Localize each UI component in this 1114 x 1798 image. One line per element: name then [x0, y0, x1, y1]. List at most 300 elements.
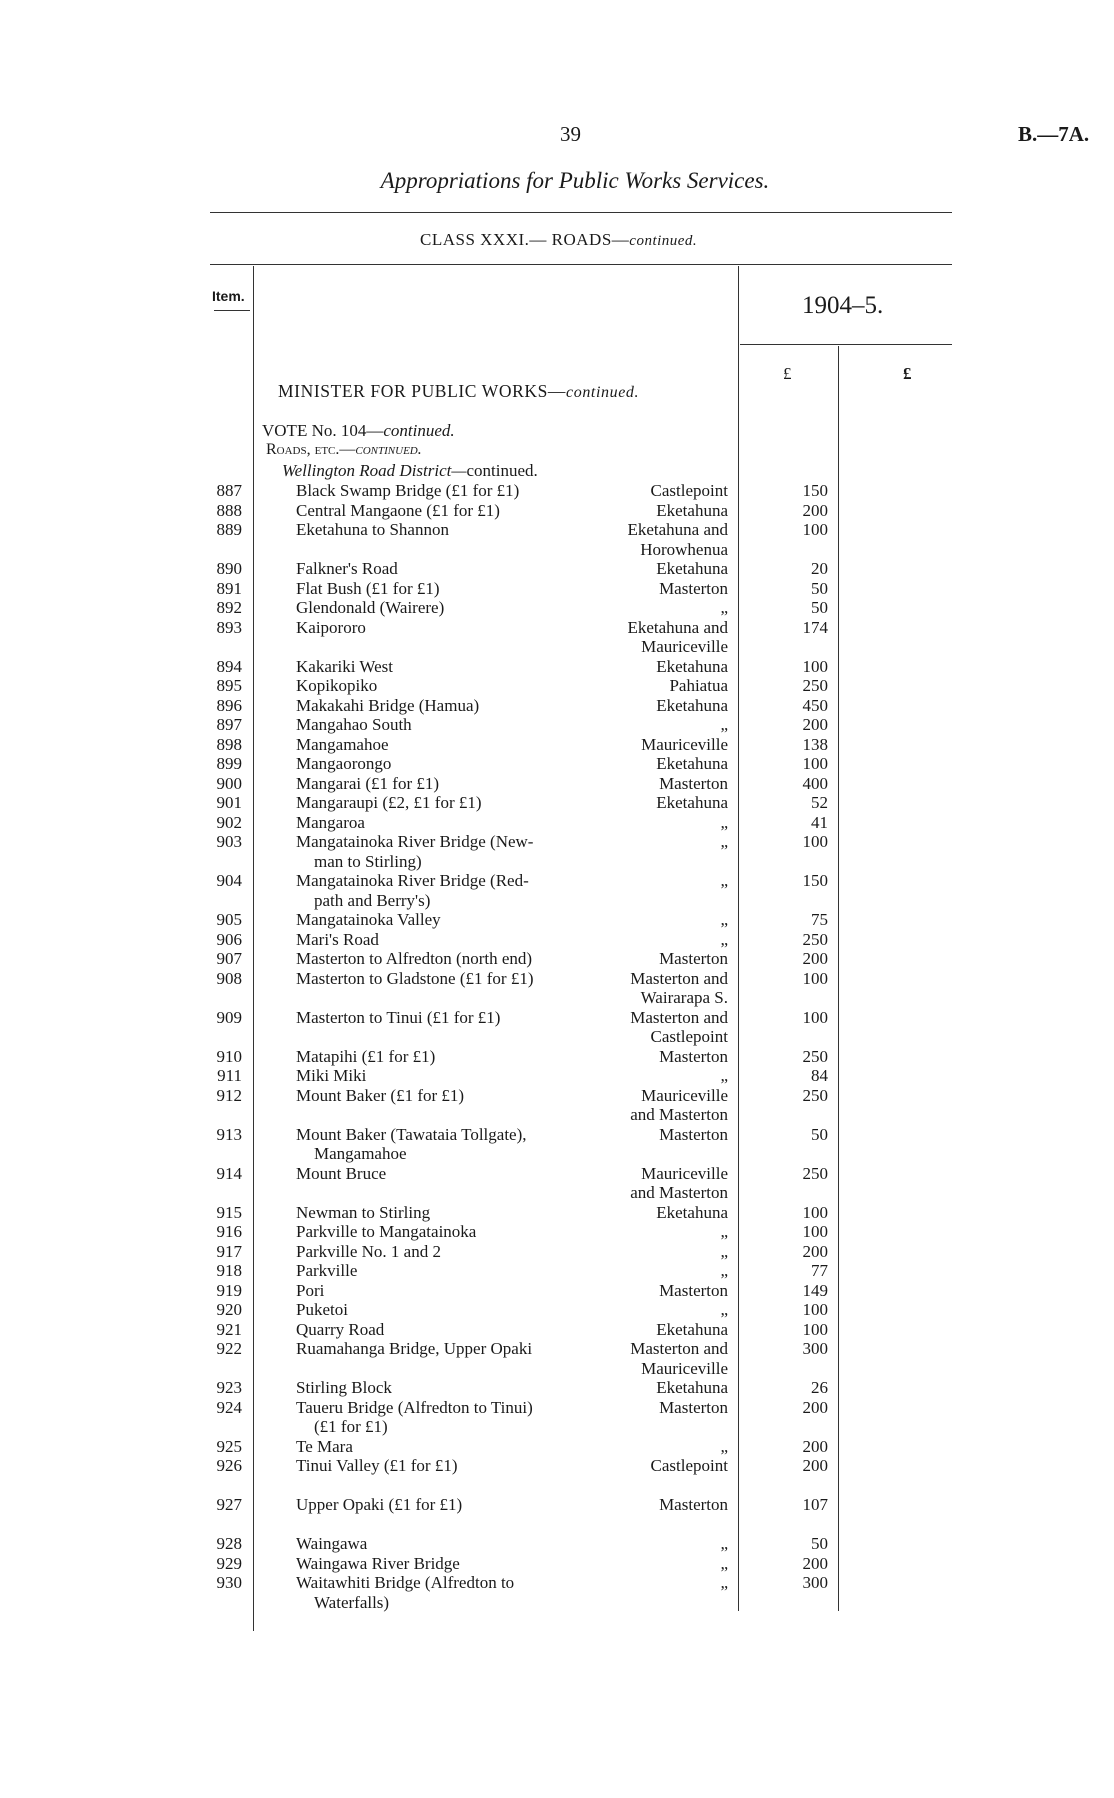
- item-number: 920: [216, 1300, 242, 1319]
- item-number: 905: [216, 910, 242, 929]
- item-locality-line: Masterton: [659, 578, 728, 598]
- item-name-line: (£1 for £1): [314, 1417, 388, 1436]
- item-locality-line: Eketahuna: [656, 695, 728, 715]
- item-name: [296, 501, 594, 521]
- item-locality-line: „: [720, 1573, 728, 1592]
- item-name-line: man to Stirling): [314, 851, 422, 871]
- table-row: [0, 1086, 1114, 1125]
- item-number: 890: [216, 559, 242, 578]
- item-amount: 138: [802, 734, 828, 754]
- minister-heading: [278, 381, 639, 402]
- item-name: [296, 1203, 594, 1223]
- item-locality-line: Eketahuna: [656, 1319, 728, 1339]
- item-locality-line: „: [720, 1261, 728, 1280]
- item-amount: 100: [802, 1300, 828, 1319]
- item-number: 888: [216, 500, 242, 520]
- item-locality: [596, 501, 728, 521]
- item-number: 901: [216, 793, 242, 812]
- item-name: [296, 1300, 594, 1320]
- item-name-line: Falkner's Road: [296, 559, 398, 578]
- item-amount: 50: [811, 1534, 828, 1553]
- item-locality: [596, 1222, 728, 1242]
- item-locality: [596, 579, 728, 599]
- district-heading-main: Wellington Road District—: [282, 461, 467, 480]
- item-amount: 200: [802, 1553, 828, 1573]
- item-locality: [596, 774, 728, 794]
- table-row: [0, 774, 1114, 794]
- item-locality-line: Masterton and: [630, 1339, 728, 1358]
- item-locality: [596, 1437, 728, 1457]
- item-locality-line: Masterton and: [630, 1007, 728, 1027]
- item-name-line: Tinui Valley (£1 for £1): [296, 1456, 458, 1475]
- item-number: 918: [216, 1261, 242, 1280]
- item-locality-line: Horowhenua: [640, 539, 728, 559]
- item-name-line: Eketahuna to Shannon: [296, 520, 449, 539]
- item-name-line: Glendonald (Wairere): [296, 598, 445, 617]
- item-number: 916: [216, 1222, 242, 1241]
- item-name: [296, 715, 594, 735]
- class-heading-main: CLASS XXXI.— ROADS—: [420, 230, 630, 249]
- item-name-line: Mount Baker (Tawataia Tollgate),: [296, 1124, 527, 1144]
- vote-heading: [262, 421, 455, 441]
- item-locality-line: Castlepoint: [650, 481, 728, 500]
- table-row: [0, 969, 1114, 1008]
- item-locality: [596, 1554, 728, 1574]
- item-name: [296, 735, 594, 755]
- item-name: [296, 1456, 594, 1476]
- item-locality-line: Eketahuna and: [627, 617, 728, 637]
- item-amount: 100: [802, 1222, 828, 1241]
- item-name-line: Flat Bush (£1 for £1): [296, 578, 440, 598]
- item-locality-line: „: [720, 871, 728, 890]
- roads-heading-cont: continued.: [355, 441, 422, 458]
- pound-header-1: £: [783, 364, 792, 383]
- item-name-line: Kakariki West: [296, 656, 393, 676]
- item-name-line: Mount Bruce: [296, 1163, 387, 1183]
- item-amount: 250: [802, 1046, 828, 1066]
- item-locality-line: „: [720, 910, 728, 929]
- item-number: 914: [216, 1163, 242, 1183]
- table-row: [0, 930, 1114, 950]
- item-name-line: Mangatainoka River Bridge (New-: [296, 832, 534, 851]
- item-locality: [596, 1339, 728, 1378]
- item-name: [296, 1164, 594, 1184]
- item-amount: 300: [802, 1573, 828, 1592]
- item-amount: 77: [811, 1261, 828, 1280]
- item-locality-line: Mauriceville: [641, 734, 728, 754]
- item-locality-line: Masterton: [659, 1280, 728, 1300]
- item-locality-line: Eketahuna: [656, 500, 728, 520]
- table-row: [0, 1456, 1114, 1476]
- table-row: [0, 1495, 1114, 1515]
- item-locality-line: Eketahuna: [656, 1202, 728, 1222]
- item-amount: 20: [811, 559, 828, 578]
- item-number: 926: [216, 1456, 242, 1475]
- item-name: [296, 1339, 594, 1359]
- table-row: [0, 1320, 1114, 1340]
- item-amount: 300: [802, 1339, 828, 1358]
- top-rule: [210, 212, 952, 213]
- item-name-line: Mangatainoka Valley: [296, 910, 441, 929]
- item-locality-line: „: [720, 715, 728, 734]
- table-row: [0, 1300, 1114, 1320]
- item-locality-line: „: [720, 1241, 728, 1261]
- item-locality-line: Masterton: [659, 949, 728, 968]
- item-number: 921: [216, 1319, 242, 1339]
- year-underline: [740, 344, 952, 345]
- item-name-line: Waingawa River Bridge: [296, 1553, 460, 1573]
- item-locality: [596, 598, 728, 618]
- item-locality: [596, 1281, 728, 1301]
- table-row: [0, 559, 1114, 579]
- item-number: 893: [216, 617, 242, 637]
- item-number: 900: [216, 773, 242, 793]
- item-locality-line: Masterton: [659, 1495, 728, 1514]
- item-locality-line: Masterton and: [630, 968, 728, 988]
- item-number: 929: [216, 1553, 242, 1573]
- item-name-line: Matapihi (£1 for £1): [296, 1046, 436, 1066]
- item-amount: 150: [802, 481, 828, 500]
- item-locality: [596, 1261, 728, 1281]
- item-locality: [596, 559, 728, 579]
- item-locality: [596, 520, 728, 559]
- item-number: 909: [216, 1007, 242, 1027]
- table-row: [0, 715, 1114, 735]
- item-name: [296, 813, 594, 833]
- item-number: 906: [216, 929, 242, 949]
- item-name: [296, 676, 594, 696]
- table-row: [0, 1008, 1114, 1047]
- item-name: [296, 774, 594, 794]
- item-name-line: Miki Miki: [296, 1066, 367, 1085]
- item-number: 924: [216, 1397, 242, 1417]
- item-name-line: Masterton to Alfredton (north end): [296, 949, 533, 968]
- item-name: [296, 1008, 594, 1028]
- item-amount: 200: [802, 1436, 828, 1456]
- item-locality: [596, 1086, 728, 1125]
- item-name-line: Mangamahoe: [314, 1144, 407, 1163]
- item-name-line: Mangarai (£1 for £1): [296, 773, 440, 793]
- item-number: 892: [216, 598, 242, 617]
- item-amount: 100: [802, 1202, 828, 1222]
- table-row: [0, 520, 1114, 559]
- item-locality: [596, 754, 728, 774]
- item-name: [296, 657, 594, 677]
- item-name: [296, 1534, 594, 1554]
- header-rule: [210, 264, 952, 265]
- item-name: [296, 1320, 594, 1340]
- item-number: 930: [216, 1573, 242, 1592]
- item-underline: [214, 310, 250, 311]
- item-number: 889: [216, 520, 242, 539]
- item-name-line: Mari's Road: [296, 929, 379, 949]
- table-row: [0, 1281, 1114, 1301]
- item-name-line: Taueru Bridge (Alfredton to Tinui): [296, 1397, 533, 1417]
- item-number: 922: [216, 1339, 242, 1358]
- item-number: 903: [216, 832, 242, 851]
- table-row: [0, 754, 1114, 774]
- item-name-line: Black Swamp Bridge (£1 for £1): [296, 481, 520, 500]
- item-name: [296, 1554, 594, 1574]
- roads-heading: [266, 441, 422, 459]
- item-name: [296, 579, 594, 599]
- roads-heading-main: Roads, etc.—: [266, 441, 356, 458]
- item-locality: [596, 1125, 728, 1145]
- item-number: 927: [216, 1495, 242, 1514]
- district-heading-cont: continued.: [466, 461, 538, 480]
- item-locality: [596, 1047, 728, 1067]
- item-locality: [596, 1398, 728, 1418]
- item-amount: 200: [802, 715, 828, 734]
- item-amount: 26: [811, 1378, 828, 1397]
- item-name-line: Kaipororo: [296, 617, 366, 637]
- table-row: [0, 735, 1114, 755]
- table-row: [0, 1203, 1114, 1223]
- item-name-line: Parkville: [296, 1261, 358, 1280]
- item-number: 913: [216, 1124, 242, 1144]
- item-name-line: Parkville No. 1 and 2: [296, 1241, 441, 1261]
- item-name: [296, 1573, 594, 1612]
- item-number: 919: [216, 1280, 242, 1300]
- item-name-line: Pori: [296, 1280, 325, 1300]
- item-locality-line: and Masterton: [630, 1105, 728, 1124]
- item-locality-line: and Masterton: [630, 1183, 728, 1202]
- item-locality: [596, 696, 728, 716]
- item-locality-line: „: [720, 1553, 728, 1573]
- table-row: [0, 1339, 1114, 1378]
- item-name-line: Puketoi: [296, 1300, 348, 1319]
- table-row: [0, 1222, 1114, 1242]
- item-number: 898: [216, 734, 242, 754]
- item-locality-line: Mauriceville: [641, 1085, 728, 1105]
- item-locality: [596, 871, 728, 891]
- item-amount: 400: [802, 773, 828, 793]
- item-locality-line: „: [720, 1222, 728, 1241]
- item-number: 917: [216, 1241, 242, 1261]
- item-number: 910: [216, 1046, 242, 1066]
- item-name: [296, 1281, 594, 1301]
- item-locality-line: Eketahuna and: [627, 520, 728, 539]
- item-number: 891: [216, 578, 242, 598]
- table-row: [0, 871, 1114, 910]
- item-locality-line: „: [720, 1436, 728, 1456]
- minister-heading-main: MINISTER FOR PUBLIC WORKS—: [278, 381, 567, 401]
- vote-heading-main: VOTE No. 104—: [262, 421, 384, 440]
- page-number: 39: [560, 122, 581, 146]
- item-locality-line: „: [720, 1066, 728, 1085]
- item-locality-line: Eketahuna: [656, 1378, 728, 1397]
- table-row: [0, 696, 1114, 716]
- item-name-line: Mangaorongo: [296, 754, 392, 773]
- item-name-line: Quarry Road: [296, 1319, 385, 1339]
- pound-header-2: £: [903, 364, 912, 383]
- item-amount: 100: [802, 1007, 828, 1027]
- item-name: [296, 1066, 594, 1086]
- item-name-line: Masterton to Gladstone (£1 for £1): [296, 968, 534, 988]
- item-locality: [596, 930, 728, 950]
- table-row: [0, 676, 1114, 696]
- item-locality-line: Wairarapa S.: [640, 988, 728, 1007]
- item-name: [296, 481, 594, 501]
- item-name: [296, 1398, 594, 1437]
- item-name-line: Mangamahoe: [296, 734, 389, 754]
- table-row: [0, 910, 1114, 930]
- document-reference: B.—7A.: [1018, 122, 1090, 146]
- item-amount: 450: [802, 695, 828, 715]
- item-locality: [596, 1300, 728, 1320]
- item-name: [296, 1242, 594, 1262]
- item-name: [296, 871, 594, 910]
- item-locality-line: Mauriceville: [641, 1358, 728, 1378]
- item-name: [296, 832, 594, 871]
- item-locality: [596, 1378, 728, 1398]
- item-name-line: Waterfalls): [314, 1592, 390, 1612]
- item-number: 907: [216, 949, 242, 968]
- item-name-line: Upper Opaki (£1 for £1): [296, 1495, 463, 1514]
- item-name-line: Makakahi Bridge (Hamua): [296, 695, 480, 715]
- item-name: [296, 520, 594, 540]
- item-name-line: Newman to Stirling: [296, 1202, 431, 1222]
- item-name: [296, 1086, 594, 1106]
- item-number: 911: [217, 1066, 242, 1085]
- table-row: [0, 1164, 1114, 1203]
- item-amount: 75: [811, 910, 828, 929]
- table-row: [0, 813, 1114, 833]
- item-amount: 100: [802, 968, 828, 988]
- item-name-line: Central Mangaone (£1 for £1): [296, 500, 500, 520]
- item-name: [296, 1437, 594, 1457]
- class-heading-cont: continued.: [629, 233, 698, 249]
- item-amount: 50: [811, 578, 828, 598]
- item-amount: 100: [802, 656, 828, 676]
- item-name-line: Masterton to Tinui (£1 for £1): [296, 1007, 501, 1027]
- item-amount: 149: [802, 1280, 828, 1300]
- item-name: [296, 696, 594, 716]
- table-row: [0, 598, 1114, 618]
- item-name: [296, 1261, 594, 1281]
- item-locality-line: Eketahuna: [656, 793, 728, 812]
- item-amount: 107: [802, 1495, 828, 1514]
- minister-heading-cont: continued.: [566, 384, 640, 401]
- item-locality: [596, 1066, 728, 1086]
- item-name: [296, 930, 594, 950]
- item-locality: [596, 813, 728, 833]
- item-amount: 150: [802, 871, 828, 890]
- items-table: [0, 481, 1114, 1612]
- item-locality: [596, 1573, 728, 1593]
- table-row: [0, 1437, 1114, 1457]
- item-locality-line: Masterton: [659, 1046, 728, 1066]
- item-number: 887: [216, 481, 242, 500]
- item-amount: 100: [802, 832, 828, 851]
- item-locality-line: „: [720, 598, 728, 617]
- item-locality-line: „: [720, 832, 728, 851]
- item-locality-line: Pahiatua: [669, 676, 728, 695]
- item-locality: [596, 481, 728, 501]
- item-locality: [596, 1456, 728, 1476]
- item-amount: 200: [802, 1241, 828, 1261]
- table-row: [0, 949, 1114, 969]
- item-name: [296, 1222, 594, 1242]
- item-locality-line: „: [720, 812, 728, 832]
- item-locality: [596, 1534, 728, 1554]
- item-amount: 250: [802, 1163, 828, 1183]
- table-row: [0, 501, 1114, 521]
- item-locality-line: „: [720, 1300, 728, 1319]
- table-row: [0, 1125, 1114, 1164]
- item-number: 912: [216, 1085, 242, 1105]
- table-row: [0, 1047, 1114, 1067]
- item-name: [296, 969, 594, 989]
- item-locality-line: „: [720, 929, 728, 949]
- item-locality: [596, 618, 728, 657]
- item-number: 908: [216, 968, 242, 988]
- item-locality-line: Masterton: [659, 1397, 728, 1417]
- item-number: 923: [216, 1378, 242, 1397]
- year-column-header: 1904–5.: [802, 292, 884, 319]
- item-name-line: Mangaroa: [296, 812, 365, 832]
- item-amount: 200: [802, 949, 828, 968]
- item-amount: 84: [811, 1066, 828, 1085]
- item-name: [296, 618, 594, 638]
- table-row: [0, 481, 1114, 501]
- item-amount: 200: [802, 500, 828, 520]
- item-name-line: Stirling Block: [296, 1378, 392, 1397]
- item-number: 895: [216, 676, 242, 695]
- item-amount: 100: [802, 754, 828, 773]
- item-amount: 41: [811, 812, 828, 832]
- item-amount: 174: [802, 617, 828, 637]
- item-amount: 50: [811, 598, 828, 617]
- item-name-line: Waitawhiti Bridge (Alfredton to: [296, 1573, 515, 1592]
- item-locality: [596, 676, 728, 696]
- item-locality: [596, 949, 728, 969]
- table-row: [0, 1261, 1114, 1281]
- item-amount: 250: [802, 1085, 828, 1105]
- item-name: [296, 1378, 594, 1398]
- item-number: 928: [216, 1534, 242, 1553]
- item-amount: 250: [802, 676, 828, 695]
- item-name-line: Mount Baker (£1 for £1): [296, 1085, 465, 1105]
- item-name-line: Te Mara: [296, 1436, 353, 1456]
- item-number: 897: [216, 715, 242, 734]
- vote-heading-cont: continued.: [383, 421, 455, 440]
- table-row: [0, 1242, 1114, 1262]
- item-name: [296, 754, 594, 774]
- item-amount: 100: [802, 520, 828, 539]
- table-row: [0, 1398, 1114, 1437]
- item-name: [296, 949, 594, 969]
- table-row: [0, 832, 1114, 871]
- table-row: [0, 793, 1114, 813]
- item-name-line: Mangaraupi (£2, £1 for £1): [296, 793, 482, 812]
- item-number: 925: [216, 1436, 242, 1456]
- item-number: 915: [216, 1202, 242, 1222]
- table-row: [0, 1573, 1114, 1612]
- item-name: [296, 793, 594, 813]
- table-row: [0, 1554, 1114, 1574]
- item-name-line: path and Berry's): [314, 890, 431, 910]
- item-name: [296, 910, 594, 930]
- item-amount: 250: [802, 929, 828, 949]
- table-row: [0, 1378, 1114, 1398]
- item-amount: 50: [811, 1124, 828, 1144]
- item-locality-line: Eketahuna: [656, 656, 728, 676]
- page-title: Appropriations for Public Works Services.: [380, 168, 770, 193]
- item-name-line: Mangatainoka River Bridge (Red-: [296, 871, 529, 890]
- item-locality: [596, 1320, 728, 1340]
- item-amount: 52: [811, 793, 828, 812]
